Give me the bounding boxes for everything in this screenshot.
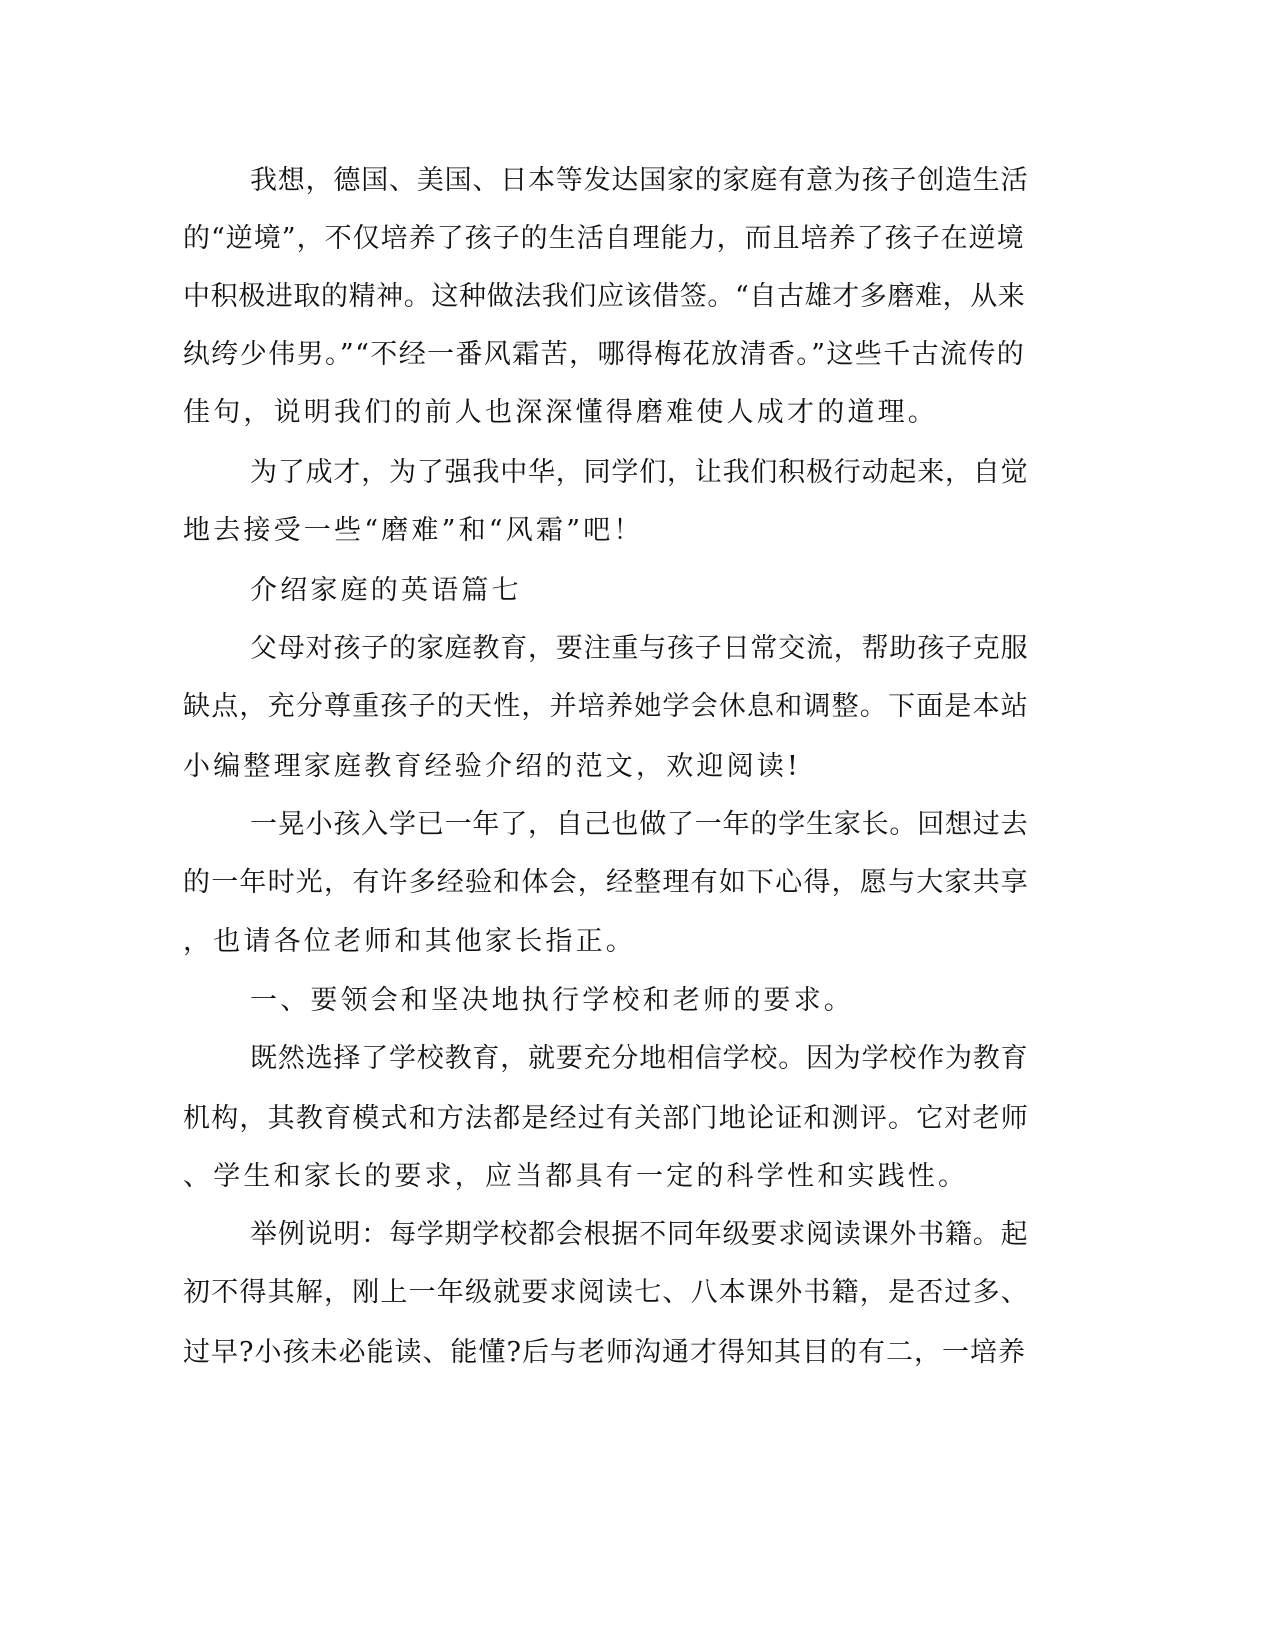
text-line: 的“逆境”，不仅培养了孩子的生活自理能力，而且培养了孩子在逆境: [183, 223, 1025, 254]
text-line: 地去接受一些“磨难”和“风霜”吧！: [183, 515, 644, 546]
text-line: 父母对孩子的家庭教育，要注重与孩子日常交流，帮助孩子克服: [250, 633, 1029, 664]
text-line: 一、要领会和坚决地执行学校和老师的要求。: [250, 985, 854, 1016]
text-line: 既然选择了学校教育，就要充分地相信学校。因为学校作为教育: [250, 1043, 1029, 1074]
text-line: 佳句，说明我们的前人也深深懂得磨难使人成才的道理。: [183, 397, 938, 428]
text-line: 过早?小孩未必能读、能懂?后与老师沟通才得知其目的有二，一培养: [183, 1337, 1026, 1368]
text-line: 我想，德国、美国、日本等发达国家的家庭有意为孩子创造生活: [250, 165, 1029, 196]
text-line: 纨绔少伟男。”“不经一番风霜苦，哪得梅花放清香。”这些千古流传的: [183, 339, 1026, 370]
text-line: 举例说明：每学期学校都会根据不同年级要求阅读课外书籍。起: [250, 1219, 1029, 1250]
text-line: 机构，其教育模式和方法都是经过有关部门地论证和测评。它对老师: [183, 1103, 1029, 1134]
text-line: 、学生和家长的要求，应当都具有一定的科学性和实践性。: [183, 1161, 969, 1192]
text-line: 一晃小孩入学已一年了，自己也做了一年的学生家长。回想过去: [250, 809, 1029, 840]
text-line: 为了成才，为了强我中华，同学们，让我们积极行动起来，自觉: [250, 457, 1029, 488]
text-line: 缺点，充分尊重孩子的天性，并培养她学会休息和调整。下面是本站: [183, 691, 1029, 722]
text-line: 初不得其解，刚上一年级就要求阅读七、八本课外书籍，是否过多、: [183, 1277, 1029, 1308]
text-line: 中积极进取的精神。这种做法我们应该借签。“自古雄才多磨难，从来: [183, 281, 1026, 312]
text-line: 的一年时光，有许多经验和体会，经整理有如下心得，愿与大家共享: [183, 867, 1029, 898]
text-line: ，也请各位老师和其他家长指正。: [183, 926, 636, 957]
text-line: 小编整理家庭教育经验介绍的范文，欢迎阅读!: [183, 751, 802, 782]
section-heading: 介绍家庭的英语篇七: [250, 575, 522, 606]
